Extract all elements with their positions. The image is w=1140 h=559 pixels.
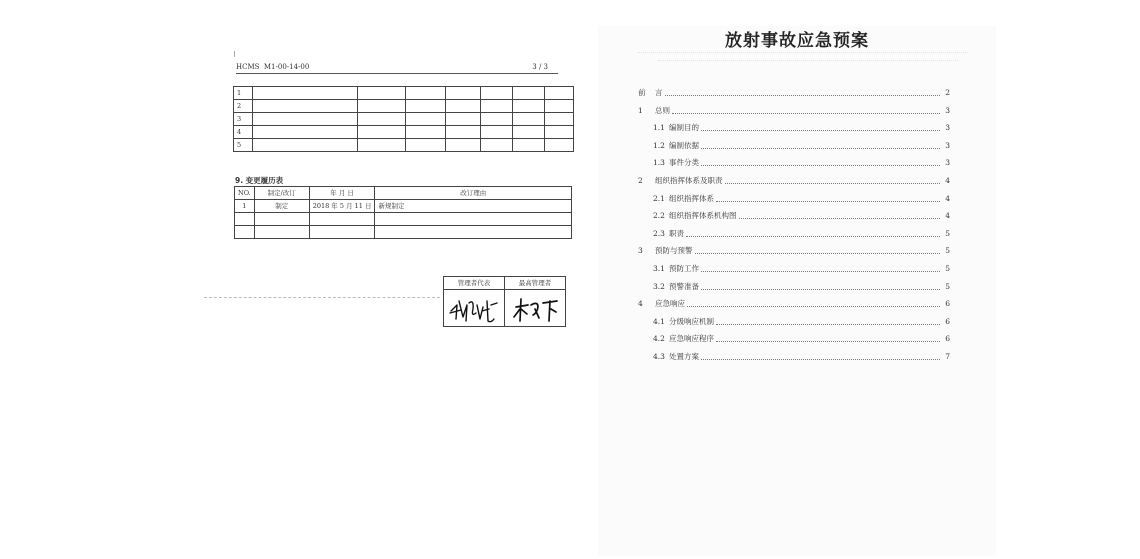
- toc-number: 前: [638, 88, 646, 97]
- right-document-page: [598, 26, 996, 556]
- toc-number: 3: [638, 246, 643, 256]
- bleed-through-line: [658, 60, 958, 61]
- toc-leader-dots: [672, 113, 940, 114]
- toc-number: 3.1: [653, 263, 665, 273]
- document-number: HCMS M1-00-14-00: [236, 63, 310, 71]
- table-row: [234, 139, 574, 152]
- row-number: 5: [234, 139, 253, 152]
- toc-title: 分级响应机制: [669, 316, 714, 326]
- table-row: [235, 226, 572, 239]
- toc-title: 言: [655, 88, 663, 97]
- toc-number: 4: [638, 299, 643, 309]
- toc-leader-dots: [687, 306, 940, 307]
- approval-signature-table: [443, 276, 566, 327]
- toc-leader-dots: [686, 236, 940, 237]
- toc-leader-dots: [716, 341, 940, 342]
- toc-page-number: 3: [945, 105, 950, 115]
- table-of-contents: [638, 84, 950, 366]
- toc-entry: [638, 119, 950, 137]
- toc-entry: [638, 172, 950, 190]
- toc-leader-dots: [701, 359, 940, 360]
- toc-leader-dots: [701, 165, 940, 166]
- table-header-row: [444, 277, 566, 290]
- toc-leader-dots: [701, 289, 940, 290]
- toc-entry: [638, 295, 950, 313]
- toc-page-number: 7: [945, 351, 950, 361]
- table-row: [234, 113, 574, 126]
- table-row: [234, 100, 574, 113]
- signature-management-representative: [444, 290, 505, 327]
- toc-page-number: 4: [945, 175, 950, 185]
- toc-number: 4.2: [653, 334, 665, 344]
- toc-page-number: 5: [945, 263, 950, 273]
- toc-number: 1.1: [653, 123, 665, 133]
- toc-title: 应急响应程序: [669, 334, 714, 344]
- signature-top-manager: [505, 290, 566, 327]
- toc-leader-dots: [695, 253, 940, 254]
- row-number: 1: [234, 87, 253, 100]
- margin-mark: [234, 51, 235, 57]
- toc-number: 2.2: [653, 211, 665, 221]
- column-header: 制定/改订: [254, 187, 309, 200]
- toc-title: 应急响应: [655, 299, 685, 309]
- page-header: [236, 62, 558, 74]
- toc-leader-dots: [701, 148, 940, 149]
- toc-entry: [638, 84, 950, 102]
- row-number: 4: [234, 126, 253, 139]
- toc-title: 预警准备: [669, 281, 699, 291]
- toc-leader-dots: [665, 95, 940, 96]
- toc-entry: [638, 137, 950, 155]
- table-header-row: [235, 187, 572, 200]
- toc-number: 4.3: [653, 351, 665, 361]
- toc-entry: [638, 348, 950, 366]
- bleed-through-line: [638, 52, 968, 53]
- column-header: 年 月 日: [309, 187, 375, 200]
- toc-entry: [638, 190, 950, 208]
- handwritten-signature-icon: [447, 291, 501, 325]
- toc-number: 2: [638, 175, 643, 185]
- toc-title: 总则: [655, 105, 670, 115]
- table-row: [235, 200, 572, 213]
- table-cell: 制定: [254, 200, 309, 213]
- toc-number: 2.1: [653, 193, 665, 203]
- column-header: 管理者代表: [444, 277, 505, 290]
- table-cell: 新规制定: [375, 200, 572, 213]
- toc-page-number: 6: [945, 334, 950, 344]
- toc-entry: [638, 225, 950, 243]
- toc-number: 1.3: [653, 158, 665, 168]
- toc-page-number: 3: [945, 140, 950, 150]
- change-history-table: [234, 186, 572, 239]
- toc-page-number: 5: [945, 281, 950, 291]
- toc-page-number: 5: [945, 246, 950, 256]
- toc-number: 2.3: [653, 228, 665, 238]
- page-title: 放射事故应急预案: [725, 31, 869, 51]
- toc-title: 预防工作: [669, 263, 699, 273]
- toc-title: 事件分类: [669, 158, 699, 168]
- toc-number: 1: [638, 105, 643, 115]
- toc-title: 预防与预警: [655, 246, 693, 256]
- toc-title: 编制依据: [669, 140, 699, 150]
- toc-number: 4.1: [653, 316, 665, 326]
- column-header: 最高管理者: [505, 277, 566, 290]
- toc-page-number: 3: [945, 123, 950, 133]
- toc-title: 职责: [669, 228, 684, 238]
- toc-title: 处置方案: [669, 351, 699, 361]
- table-cell: [235, 213, 255, 226]
- table-cell: [309, 226, 375, 239]
- toc-page-number: 3: [945, 158, 950, 168]
- column-header: NO.: [235, 187, 255, 200]
- column-header: 改订理由: [375, 187, 572, 200]
- toc-page-number: 4: [945, 193, 950, 203]
- toc-leader-dots: [716, 201, 940, 202]
- toc-title: 编制目的: [669, 123, 699, 133]
- section-title: 9. 变更履历表: [235, 176, 284, 185]
- table-cell: 1: [235, 200, 255, 213]
- toc-entry: [638, 278, 950, 296]
- toc-leader-dots: [725, 183, 940, 184]
- toc-number: 3.2: [653, 281, 665, 291]
- toc-leader-dots: [701, 130, 940, 131]
- toc-number: 1.2: [653, 140, 665, 150]
- table-cell: 2018 年 5 月 11 日: [309, 200, 375, 213]
- toc-entry: [638, 242, 950, 260]
- toc-entry: [638, 260, 950, 278]
- toc-page-number: 5: [945, 228, 950, 238]
- table-cell: [254, 226, 309, 239]
- table-row: [444, 290, 566, 327]
- toc-leader-dots: [716, 324, 940, 325]
- divider: [204, 297, 440, 298]
- toc-entry: [638, 313, 950, 331]
- row-number: 2: [234, 100, 253, 113]
- table-cell: [309, 213, 375, 226]
- toc-leader-dots: [739, 218, 940, 219]
- toc-entry: [638, 154, 950, 172]
- page-number: 3 / 3: [532, 63, 548, 71]
- table-row: [234, 126, 574, 139]
- row-number: 3: [234, 113, 253, 126]
- blank-record-table: [233, 86, 574, 152]
- left-document-page: [200, 40, 600, 340]
- table-cell: [235, 226, 255, 239]
- toc-title: 组织指挥体系机构图: [669, 211, 737, 221]
- table-cell: [254, 213, 309, 226]
- toc-page-number: 2: [945, 88, 950, 97]
- table-cell: [375, 213, 572, 226]
- toc-entry: [638, 330, 950, 348]
- toc-leader-dots: [701, 271, 940, 272]
- toc-entry: [638, 102, 950, 120]
- toc-entry: [638, 207, 950, 225]
- handwritten-signature-icon: [508, 291, 562, 325]
- table-cell: [375, 226, 572, 239]
- table-row: [235, 213, 572, 226]
- table-row: [234, 87, 574, 100]
- toc-page-number: 6: [945, 299, 950, 309]
- toc-title: 组织指挥体系及职责: [655, 175, 723, 185]
- toc-title: 组织指挥体系: [669, 193, 714, 203]
- toc-page-number: 6: [945, 316, 950, 326]
- toc-page-number: 4: [945, 211, 950, 221]
